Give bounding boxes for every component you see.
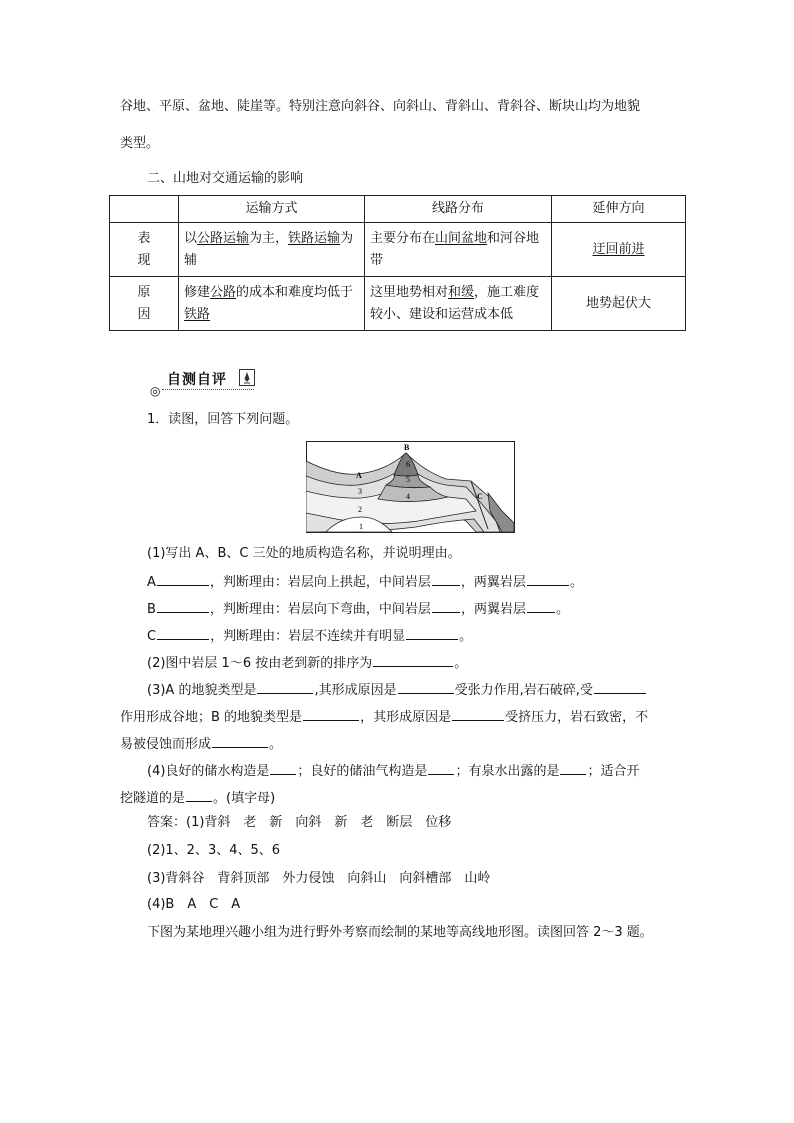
answer-line-1: 答案：(1)背斜 老 新 向斜 新 老 断层 位移: [147, 815, 452, 830]
table-cell: [552, 223, 686, 277]
c-reason: 。: [459, 629, 473, 644]
part4-text: (4)良好的储水构造是: [147, 764, 270, 779]
c-reason: ，判断理由：岩层不连续并有明显: [210, 629, 406, 644]
cell-text: ，施工难度较小、建设和运营成本低: [370, 284, 540, 322]
q1-part3-line2: [120, 707, 648, 726]
label-b: B: [404, 443, 410, 452]
a-reason: 。: [569, 575, 583, 590]
cell-text: 的成本和难度均低于: [236, 284, 354, 300]
answer-blank[interactable]: [373, 653, 453, 667]
label-a: A: [356, 471, 362, 480]
answer-blank[interactable]: [527, 599, 555, 613]
row-label: [110, 223, 179, 277]
answer-blank[interactable]: [257, 680, 313, 694]
b-letter: B: [147, 602, 156, 617]
q1-part3-line3: [120, 734, 282, 753]
answer-blank[interactable]: [157, 626, 209, 640]
bullet-icon: ◎: [150, 384, 161, 398]
b-reason: 。: [555, 602, 569, 617]
part3-text: 作用形成谷地；B 的地貌类型是: [120, 710, 303, 725]
cell-text: 主要分布在: [370, 230, 436, 246]
table-header-cell: 运输方式: [179, 196, 365, 223]
answer-blank[interactable]: [303, 707, 359, 721]
part3-text: ，其形成原因是: [360, 710, 452, 725]
row-label: [110, 277, 179, 331]
answer-blank[interactable]: [270, 761, 296, 775]
answer-line-4: (4)B A C A: [147, 897, 241, 912]
answer-blank[interactable]: [406, 626, 458, 640]
answer-blank[interactable]: [432, 599, 460, 613]
q1-c-line: [147, 626, 472, 645]
layer-label: 4: [406, 492, 410, 501]
table-cell: [179, 223, 365, 277]
table-header-cell: 线路分布: [365, 196, 552, 223]
a-letter: A: [147, 575, 156, 590]
answer-blank[interactable]: [560, 761, 586, 775]
table-row: [110, 223, 686, 277]
cell-underlined: 公路: [210, 284, 237, 300]
answer-blank[interactable]: [594, 680, 646, 694]
cell-underlined: 铁路运输: [288, 230, 341, 246]
part2-text: (2)图中岩层 1～6 按由老到新的排序为: [147, 656, 373, 671]
a-reason: ，判断理由：岩层向上拱起，中间岩层: [209, 575, 431, 590]
part2-text: 。: [454, 656, 468, 671]
part4-text: ；良好的储油气构造是: [297, 764, 428, 779]
pencil-icon: [239, 369, 255, 386]
cell-underlined: 铁路: [184, 306, 211, 322]
q1-part4-line2: [120, 788, 275, 807]
layer-label: 6: [406, 460, 410, 469]
answer-blank[interactable]: [432, 572, 460, 586]
answer-blank[interactable]: [157, 572, 209, 586]
geology-figure: [306, 441, 515, 533]
answer-blank[interactable]: [212, 734, 268, 748]
answer-line-2: (2)1、2、3、4、5、6: [147, 843, 281, 858]
part4-text: 。(填字母): [213, 791, 276, 806]
part3-text: (3)A 的地貌类型是: [147, 683, 257, 698]
part3-text: 。: [269, 737, 283, 752]
part4-text: ；有泉水出露的是: [455, 764, 560, 779]
cell-underlined: 和缓: [448, 284, 475, 300]
next-question-intro: 下图为某地理兴趣小组为进行野外考察而绘制的某地等高线地形图。读图回答 2～3 题。: [147, 925, 653, 940]
cell-text: 修建: [184, 284, 211, 300]
part3-text: 受张力作用,岩石破碎,受: [454, 683, 593, 698]
intro-line-2: 类型。: [120, 136, 160, 151]
a-reason: ，两翼岩层: [460, 575, 526, 590]
table-header-cell: 延伸方向: [552, 196, 686, 223]
layer-label: 1: [359, 522, 363, 531]
label-c: C: [477, 492, 483, 501]
q1-part2: [147, 653, 467, 672]
intro-line-1: 谷地、平原、盆地、陡崖等。特别注意向斜谷、向斜山、背斜山、背斜谷、断块山均为地貌: [120, 99, 641, 114]
row-label-char: 表: [137, 230, 151, 246]
part4-text: ；适合开: [587, 764, 640, 779]
b-reason: ，两翼岩层: [460, 602, 526, 617]
q1-a-line: [147, 572, 583, 591]
transport-table: [109, 195, 686, 331]
cell-text: 为辅: [184, 230, 354, 268]
cell-text: 这里地势相对: [370, 284, 449, 300]
cell-underlined: 公路运输: [197, 230, 250, 246]
answer-blank[interactable]: [428, 761, 454, 775]
table-cell: 地势起伏大: [552, 277, 686, 331]
row-label-char: 现: [137, 252, 151, 268]
cell-text: 以: [184, 230, 198, 246]
layer-label: 3: [358, 487, 362, 496]
answer-blank[interactable]: [157, 599, 209, 613]
answer-blank[interactable]: [186, 788, 212, 802]
self-test-title: 自测自评: [167, 372, 227, 388]
layer-label: 5: [406, 475, 410, 484]
part3-text: 易被侵蚀而形成: [120, 737, 212, 752]
title-underline: [162, 389, 254, 390]
cell-underlined: 山间盆地: [435, 230, 488, 246]
cell-underlined: 迂回前进: [592, 241, 645, 257]
part3-text: ,其形成原因是: [314, 683, 397, 698]
table-header-row: [110, 196, 686, 223]
table-cell: [179, 277, 365, 331]
q1-part1: (1)写出 A、B、C 三处的地质构造名称，并说明理由。: [147, 546, 461, 561]
cell-text: 为主，: [249, 230, 289, 246]
section-title: 二、山地对交通运输的影响: [147, 171, 304, 186]
q1-b-line: [147, 599, 569, 618]
row-label-char: 因: [137, 306, 151, 322]
answer-line-3: (3)背斜谷 背斜顶部 外力侵蚀 向斜山 向斜槽部 山岭: [147, 871, 491, 886]
part3-text: 受挤压力，岩石致密，不: [505, 710, 649, 725]
part4-text: 挖隧道的是: [120, 791, 186, 806]
answer-blank[interactable]: [527, 572, 569, 586]
answer-blank[interactable]: [398, 680, 454, 694]
cell-text: 和河谷地带: [370, 230, 540, 268]
answer-blank[interactable]: [452, 707, 504, 721]
table-cell: [365, 277, 552, 331]
table-cell: [365, 223, 552, 277]
layer-label: 2: [358, 505, 362, 514]
c-letter: C: [147, 629, 157, 644]
row-label-char: 原: [137, 284, 151, 300]
q1-stem: 1．读图，回答下列问题。: [147, 412, 299, 427]
q1-part4-line1: [147, 761, 639, 780]
table-row: [110, 277, 686, 331]
b-reason: ，判断理由：岩层向下弯曲，中间岩层: [209, 602, 431, 617]
q1-part3-line1: [147, 680, 647, 699]
table-header-cell: [110, 196, 179, 223]
